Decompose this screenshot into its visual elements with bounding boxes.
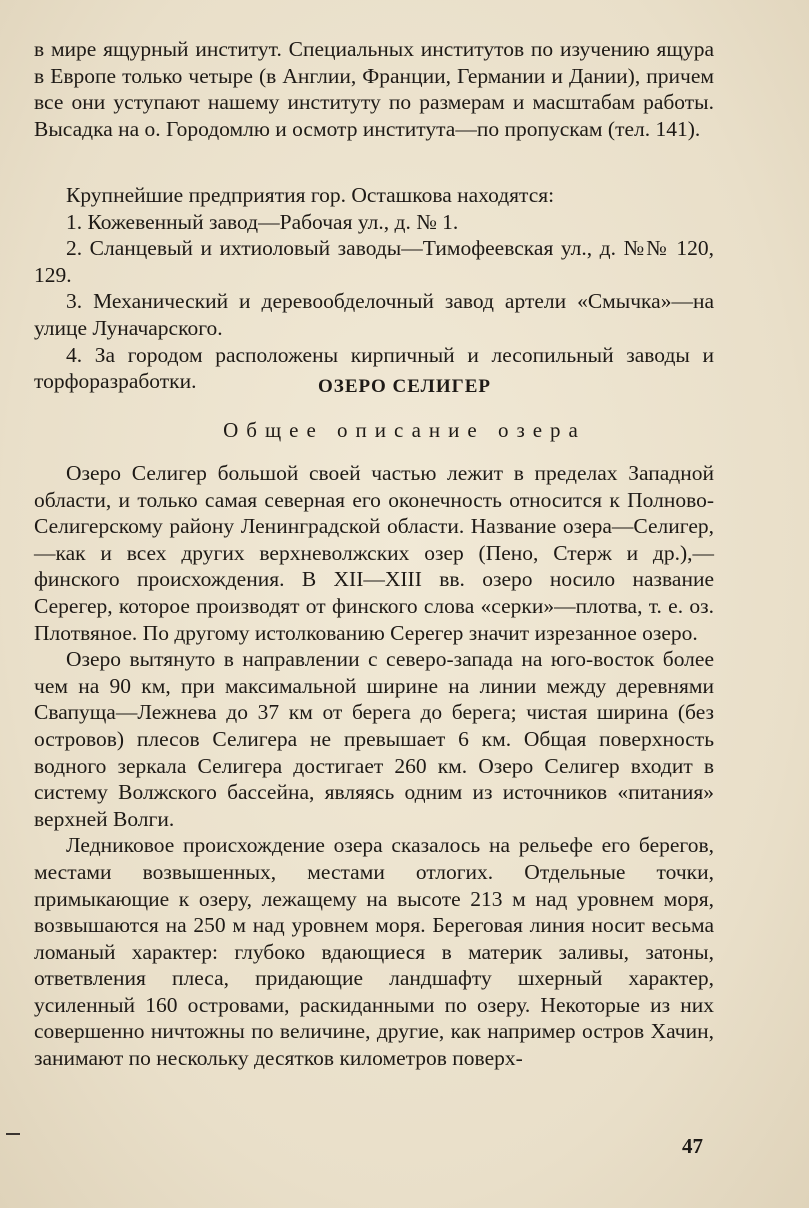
body-paragraph: Озеро вытянуто в направлении с северо-запада на юго-восток более чем на 90 км, при максимальной ширине на линии между деревнями Свапуща—Лежнева до 37 км от берега до берега; чистая ширина (без островов) плесов Селигера не превышает 6 км. Общая поверхность водного зеркала Селигера достигает 260 км. Озеро Селигер входит в систему Волжского бассейна, являясь одним из источников «питания» верхней Волги. (34, 647, 714, 831)
enterprise-item: 3. Механический и деревообделочный завод артели «Смычка»—на улице Луначарского. (34, 289, 714, 340)
intro-paragraph (34, 36, 714, 142)
margin-mark (6, 1133, 20, 1135)
main-text (34, 460, 714, 1072)
enterprise-item: 1. Кожевенный завод—Рабочая ул., д. № 1. (66, 209, 459, 234)
enterprises-heading: Крупнейшие предприятия гор. Осташкова находятся: (66, 183, 555, 207)
section-subtitle: Общее описание озера (223, 418, 586, 442)
enterprises-list (34, 182, 714, 395)
body-paragraph: Ледниковое происхождение озера сказалось на рельефе его берегов, местами возвышенных, местами отлогих. Отдельные точки, примыкающие к озеру, лежащему на высоте 213 м над уровнем моря, возвышаются на 250 м над уровнем моря. Береговая линия носит весьма ломаный характер: глубоко вдающиеся в материк заливы, затоны, ответвления плеса, придающие ландшафту шхерный характер, усиленный 160 островами, раскиданными по озеру. Некоторые из них совершенно ничтожны по величине, другие, как например остров Хачин, занимают по нескольку десятков километров поверх- (34, 833, 714, 1071)
intro-text: в мире ящурный институт. Специальных институтов по изучению ящура в Европе только четыре (в Англии, Франции, Германии и Дании), причем все они уступают нашему институту по размерам и масштабам работы. Высадка на о. Городомлю и осмотр института—по пропускам (тел. 141). (34, 37, 714, 141)
body-paragraph: Озеро Селигер большой своей частью лежит в пределах Западной области, и только самая северная его оконечность относится к Полново-Селигерскому району Ленинградской области. Название озера—Селигер,—как и всех других верхневолжских озер (Пено, Стерж и др.),—финского происхождения. В XII—XIII вв. озеро носило название Серегер, которое производят от финского слова «серки»—плотва, т. е. оз. Плотвяное. По другому истолкованию Серегер значит изрезанное озеро. (34, 461, 714, 645)
page-number: 47 (682, 1134, 703, 1158)
enterprise-item: 4. За городом расположены кирпичный и лесопильный заводы и торфоразработки. (34, 342, 714, 394)
enterprise-item: 2. Сланцевый и ихтиоловый заводы—Тимофеевская ул., д. №№ 120, 129. (34, 236, 714, 287)
section-title: ОЗЕРО СЕЛИГЕР (318, 376, 491, 397)
